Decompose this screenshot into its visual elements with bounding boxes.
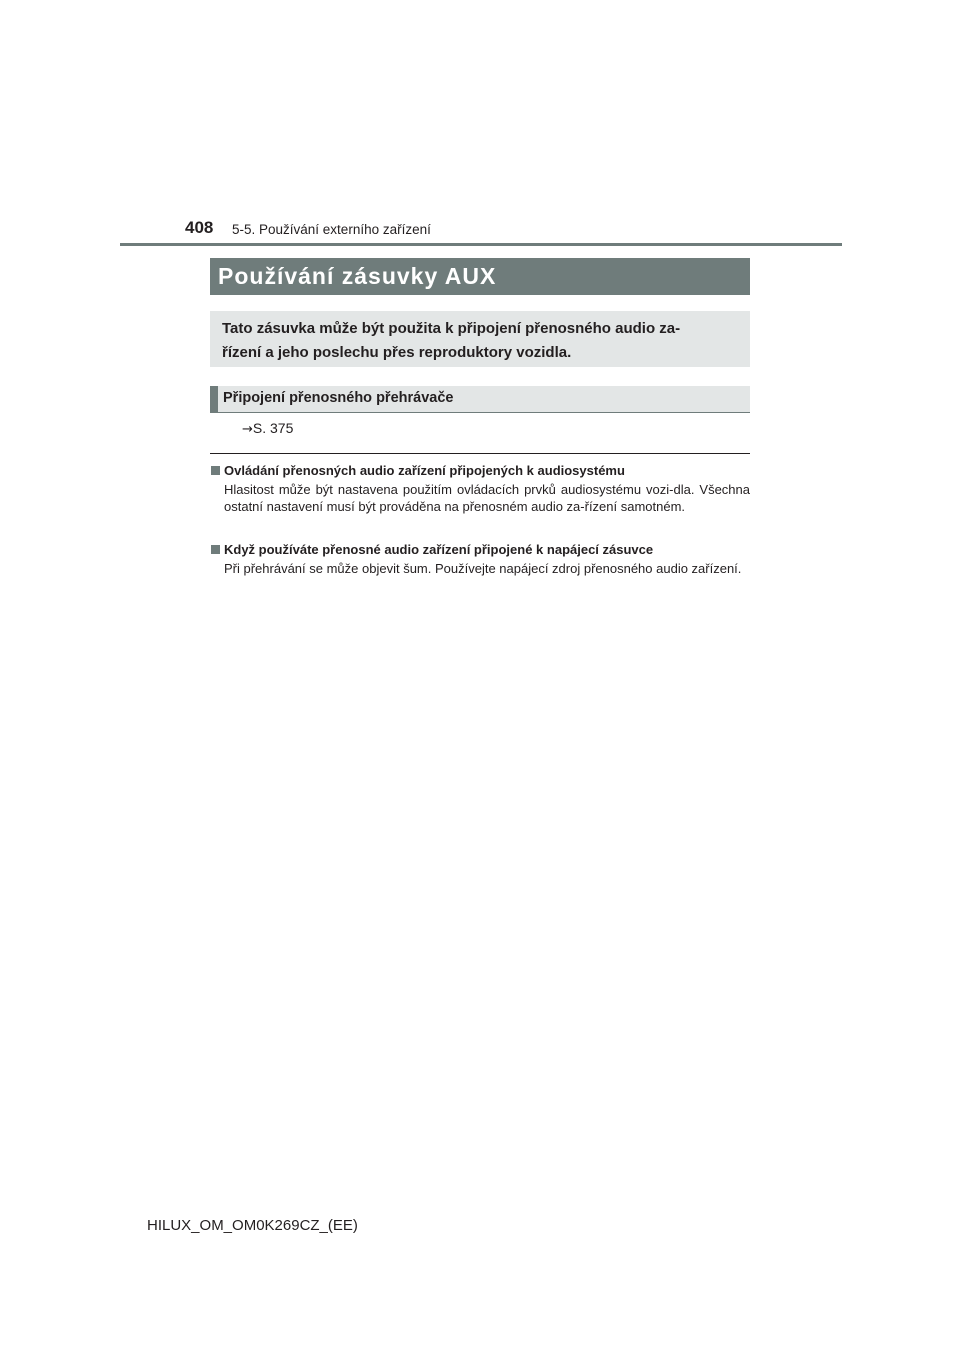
document-code: HILUX_OM_OM0K269CZ_(EE)	[147, 1217, 358, 1234]
note-body: Hlasitost může být nastavena použitím ovládacích prvků audiosystému vozi-dla. Všechna ostatní nastavení musí být prováděna na přenosném audio za-řízení samotném.	[224, 482, 750, 514]
note-item	[210, 462, 750, 515]
page-number: 408	[185, 218, 214, 237]
subsection-accent	[210, 386, 218, 412]
notes-divider	[210, 453, 750, 454]
header-divider	[120, 243, 842, 246]
square-bullet-icon	[211, 466, 220, 475]
reference-link[interactable]: S. 375	[252, 420, 294, 436]
note-heading	[210, 462, 750, 480]
subsection-title: Připojení přenosného přehrávače	[223, 390, 454, 406]
note-heading-text: Když používáte přenosné audio zařízení připojené k napájecí zásuvce	[224, 542, 654, 557]
intro-box	[210, 311, 750, 367]
page-reference	[242, 420, 293, 437]
note-body: Při přehrávání se může objevit šum. Používejte napájecí zdroj přenosného audio zařízení.	[224, 561, 742, 576]
note-heading-text: Ovládání přenosných audio zařízení připojených k audiosystému	[224, 463, 625, 478]
square-bullet-icon	[211, 545, 220, 554]
note-heading	[210, 541, 750, 559]
page-title: Používání zásuvky AUX	[218, 263, 497, 289]
subsection-bar	[210, 386, 750, 413]
arrow-right-icon: →	[242, 422, 253, 437]
title-bar	[210, 258, 750, 295]
section-breadcrumb: 5-5. Používání externího zařízení	[232, 222, 431, 237]
intro-text: Tato zásuvka může být použita k připojení přenosného audio za- řízení a jeho poslechu přes reproduktory vozidla.	[222, 320, 681, 361]
note-item	[210, 541, 750, 577]
